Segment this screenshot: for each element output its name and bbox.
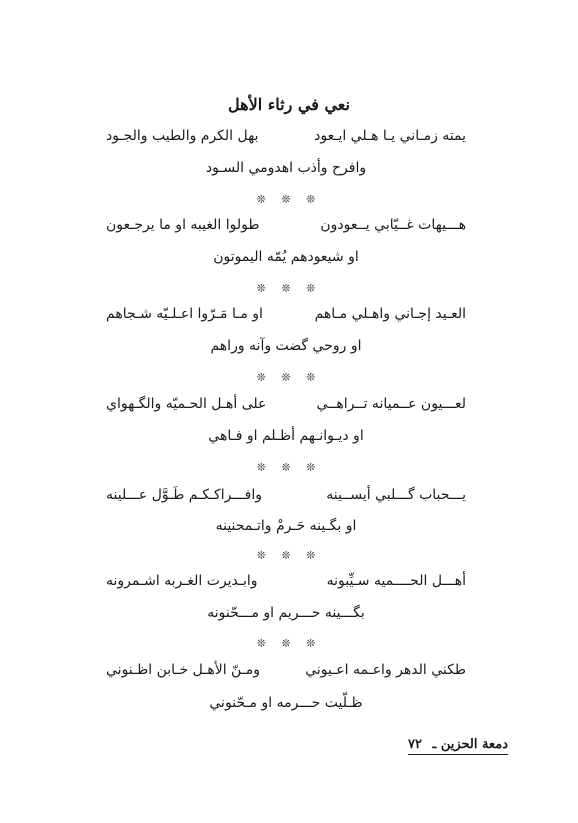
verse-first-hemistich: لعـــيون عــميانه تــراهــي bbox=[316, 396, 466, 412]
verse-second-hemistich: او مـا مَـرّوا اعـلـيّه شـجاهم bbox=[106, 306, 263, 322]
stanza-4-line-1 bbox=[106, 396, 466, 412]
verse-first-hemistich: هـــيهات غــيّابي يــعودون bbox=[320, 217, 466, 233]
verse-first-hemistich: يـــحباب گـــلبي أيســينه bbox=[326, 487, 466, 503]
separator-ornament: ❊ ❊ ❊ bbox=[256, 282, 322, 295]
verse-first-hemistich: يمته زمـاني يـا هـلي ايـعود bbox=[314, 128, 466, 144]
stanza-4-line-2: او ديـوانـهم أظـلم او فـاهي bbox=[208, 428, 364, 444]
poem-title: نعي في رثاء الأهل bbox=[228, 95, 350, 114]
stanza-2-line-1 bbox=[106, 217, 466, 233]
verse-first-hemistich: أهـــل الحــــميه سـيِّبونه bbox=[326, 573, 466, 589]
stanza-7-line-1 bbox=[106, 662, 466, 678]
verse-second-hemistich: بهل الكرم والطيب والجـود bbox=[106, 128, 259, 144]
book-title: دمعة الحزين ـ bbox=[432, 737, 508, 752]
separator-ornament: ❊ ❊ ❊ bbox=[256, 193, 322, 206]
verse-first-hemistich: طكني الدهر واعـمه اعـيوني bbox=[305, 662, 466, 678]
stanza-2-line-2: او شيعودهم يُمّه اليموتون bbox=[213, 249, 359, 265]
page-number: ٧٢ bbox=[407, 737, 422, 752]
separator-ornament: ❊ ❊ ❊ bbox=[256, 549, 322, 562]
verse-second-hemistich: وافـــراكـكـم طَـوَّل عـــلينه bbox=[106, 487, 262, 503]
stanza-3-line-2: او روحي گضت وآنه وراهم bbox=[210, 338, 362, 354]
stanza-3-line-1 bbox=[106, 306, 466, 322]
stanza-5-line-2: او بگـينه حَـرمْ واتـمحنينه bbox=[215, 518, 357, 534]
stanza-6-line-2: بگـــينه حـــريم او مـــحّنونه bbox=[207, 605, 365, 621]
verse-second-hemistich: وابـديرت الغـربه اشـمرونه bbox=[106, 573, 258, 589]
separator-ornament: ❊ ❊ ❊ bbox=[256, 461, 322, 474]
stanza-1-line-1 bbox=[106, 128, 466, 144]
verse-first-hemistich: العـيد إجـاني واهـلي مـاهم bbox=[314, 306, 466, 322]
separator-ornament: ❊ ❊ ❊ bbox=[256, 371, 322, 384]
stanza-1-line-2: وافرح وأذب اهدومي السـود bbox=[205, 160, 367, 176]
separator-ornament: ❊ ❊ ❊ bbox=[256, 637, 322, 650]
stanza-5-line-1 bbox=[106, 487, 466, 503]
page-footer bbox=[408, 737, 508, 755]
verse-second-hemistich: ومـنّ الأهـل خـابن اظـنوني bbox=[106, 662, 261, 678]
verse-second-hemistich: على أهـل الحـميّه والگـهواي bbox=[106, 396, 267, 412]
verse-second-hemistich: طولوا الغيبه او ما يرجـعون bbox=[106, 217, 260, 233]
stanza-6-line-1 bbox=[106, 573, 466, 589]
stanza-7-line-2: ظـلّيت حـــرمه او مـحّنوني bbox=[209, 695, 363, 711]
